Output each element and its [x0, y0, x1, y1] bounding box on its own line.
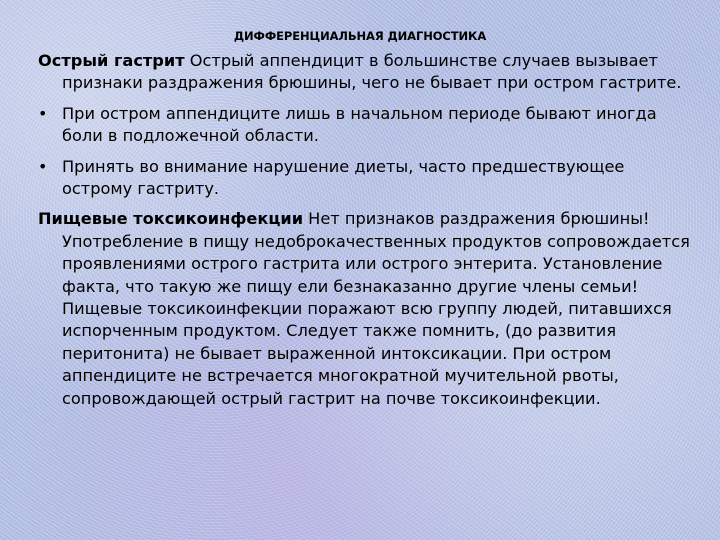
- gastritis-paragraph: [38, 50, 698, 95]
- bullet-text: При остром аппендиците лишь в начальном периоде бывают иногда боли в подложечной области.: [62, 103, 657, 146]
- slide-content: [38, 50, 698, 418]
- gastritis-heading: Острый гастрит: [38, 51, 185, 70]
- slide-title: ДИФФЕРЕНЦИАЛЬНАЯ ДИАГНОСТИКА: [233, 29, 487, 43]
- list-item: [38, 156, 698, 201]
- toxicoinfection-paragraph: [38, 208, 698, 410]
- gastritis-text: Острый аппендицит в большинстве случаев вызывает признаки раздражения брюшины, чего не бывает при остром гастрите.: [62, 51, 682, 93]
- toxicoinfection-text: Нет признаков раздражения брюшины! Употребление в пищу недоброкачественных продуктов сопровождается проявлениями острого гастрита или острого энтерита. Установление факта, что такую же пищу ели безнаказанно другие члены семьи! Пищевые токсикоинфекции поражают всю группу людей, питавшихся испорченным продуктом. Следует также помнить, (до развития перитонита) не бывает выраженной интоксикации. При остром аппендиците не встречается многократной мучительной рвоты, сопровождающей острый гастрит на почве токсикоинфекции.: [62, 209, 690, 408]
- bullet-marker: •: [38, 156, 48, 176]
- bullet-marker: •: [38, 103, 48, 123]
- toxicoinfection-heading: Пищевые токсикоинфекции: [38, 209, 304, 229]
- list-item: [38, 103, 698, 148]
- bullet-text: Принять во внимание нарушение диеты, часто предшествующее острому гастриту.: [62, 156, 625, 199]
